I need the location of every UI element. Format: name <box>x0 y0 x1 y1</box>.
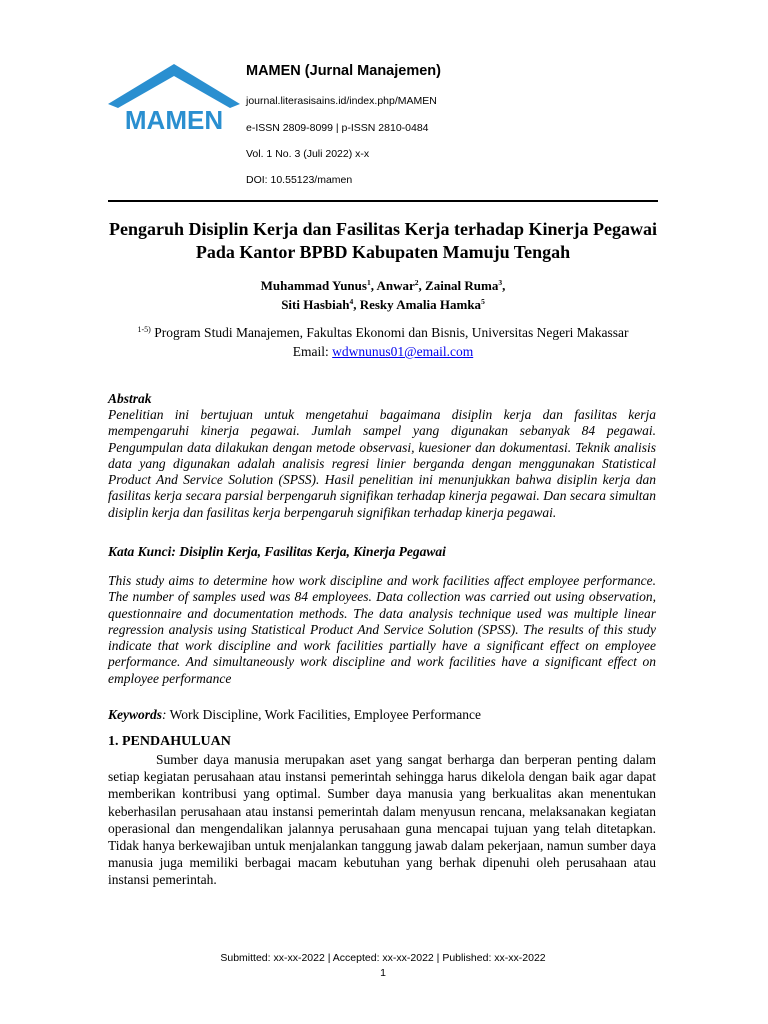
affiliation-text: Program Studi Manajemen, Fakultas Ekonomi dan Bisnis, Universitas Negeri Makassar <box>154 325 629 340</box>
house-roof-icon <box>108 62 240 132</box>
affiliation-sup: 1-5) <box>137 325 151 334</box>
author-sup: 3 <box>498 278 503 287</box>
email-link[interactable]: wdwnunus01@email.com <box>332 344 474 359</box>
article-title: Pengaruh Disiplin Kerja dan Fasilitas Kerja terhadap Kinerja Pegawai Pada Kantor BPBD Kabupaten Mamuju Tengah <box>109 219 657 262</box>
author-name: Siti Hasbiah <box>281 297 350 312</box>
keywords-en-label: Keywords <box>108 707 162 722</box>
publication-dates: Submitted: xx-xx-2022 | Accepted: xx-xx-2022 | Published: xx-xx-2022 <box>220 952 546 964</box>
author-name: Resky Amalia Hamka <box>359 297 482 312</box>
keywords-en-sep: : <box>162 707 167 722</box>
section-paragraph: Sumber daya manusia merupakan aset yang sangat berharga dan berperan penting dalam setiap kegiatan perusahaan atau instansi pemerintah sehingga harus dikelola dengan baik agar dapat memberikan kontribusi yang optimal. Sumber daya manusia yang berkualitas akan menentukan keberhasilan perusahaan atau instansi pemerintah dalam menyusun rencana, melaksanakan kegiatan operasional dan mengendalikan jalannya perusahaan guna mencapai tujuan yang telah ditetapkan. Tidak hanya berkewajiban untuk menjalankan tanggung jawab dalam pekerjaan, namun sumber daya manusia juga memiliki berbagai macam kebutuhan yang berhak dipenuhi oleh perusahaan atau instansi pemerintah. <box>108 752 656 888</box>
affiliation <box>108 323 658 361</box>
author-sup: 1 <box>366 278 371 287</box>
journal-doi: DOI: 10.55123/mamen <box>246 174 353 186</box>
author-name: Anwar <box>376 278 415 293</box>
journal-url[interactable]: journal.literasisains.id/index.php/MAMEN <box>246 95 437 107</box>
journal-logo <box>108 62 240 132</box>
author-name: Muhammad Yunus <box>260 278 367 293</box>
author-sup: 5 <box>481 297 485 306</box>
header-divider <box>108 200 658 202</box>
author-sup: 2 <box>414 278 419 287</box>
journal-name: MAMEN (Jurnal Manajemen) <box>246 63 441 79</box>
keywords-en <box>108 707 656 723</box>
keywords-id: Kata Kunci: Disiplin Kerja, Fasilitas Kerja, Kinerja Pegawai <box>108 544 446 559</box>
keywords-en-text: Work Discipline, Work Facilities, Employee Performance <box>166 707 482 722</box>
journal-issn: e-ISSN 2809-8099 | p-ISSN 2810-0484 <box>246 122 429 134</box>
page-number: 1 <box>380 967 386 979</box>
email-label: Email: <box>292 344 329 359</box>
abstract-heading: Abstrak <box>108 391 152 406</box>
author-name: Zainal Ruma <box>425 278 499 293</box>
abstract-text-en: This study aims to determine how work discipline and work facilities affect employee performance. The number of samples used was 84 employees. Data collection was carried out using observation, questionnaire and documentation methods. The data analysis technique used was multiple linear regression analysis using Statistical Product And Service Solution (SPSS). The results of this study indicate that work discipline and work facilities partially have a significant effect on employee performance. And simultaneously work discipline and work facilities have a significant effect on employee performance <box>108 573 656 686</box>
author-list: Muhammad Yunus$^1$, Anwar$^2$, Zainal Ruma$^3$, Siti Hasbiah$^4$, Resky Amalia Hamka$^5$ <box>260 278 506 312</box>
logo-wordmark: MAMEN <box>124 105 224 132</box>
journal-volume: Vol. 1 No. 3 (Juli 2022) x-x <box>246 148 370 160</box>
abstract-text-id: Penelitian ini bertujuan untuk mengetahui bagaimana disiplin kerja dan fasilitas kerja mempengaruhi kinerja pegawai. Jumlah sampel yang digunakan sebanyak 84 pegawai. Pengumpulan data dilakukan dengan metode observasi, kuesioner dan dokumentasi. Teknik analisis data yang digunakan adalah analisis regresi linier berganda dengan menggunakan Statistical Product And Service Solution (SPSS). Hasil penelitian ini menunjukkan bahwa disiplin kerja dan fasilitas kerja secara parsial berpengaruh signifikan terhadap kinerja pegawai. Dan secara simultan disiplin kerja dan fasilitas kerja berpengaruh signifikan terhadap kinerja pegawai. <box>108 407 656 520</box>
author-sup: 4 <box>349 297 354 306</box>
section-heading: 1. PENDAHULUAN <box>108 734 231 749</box>
